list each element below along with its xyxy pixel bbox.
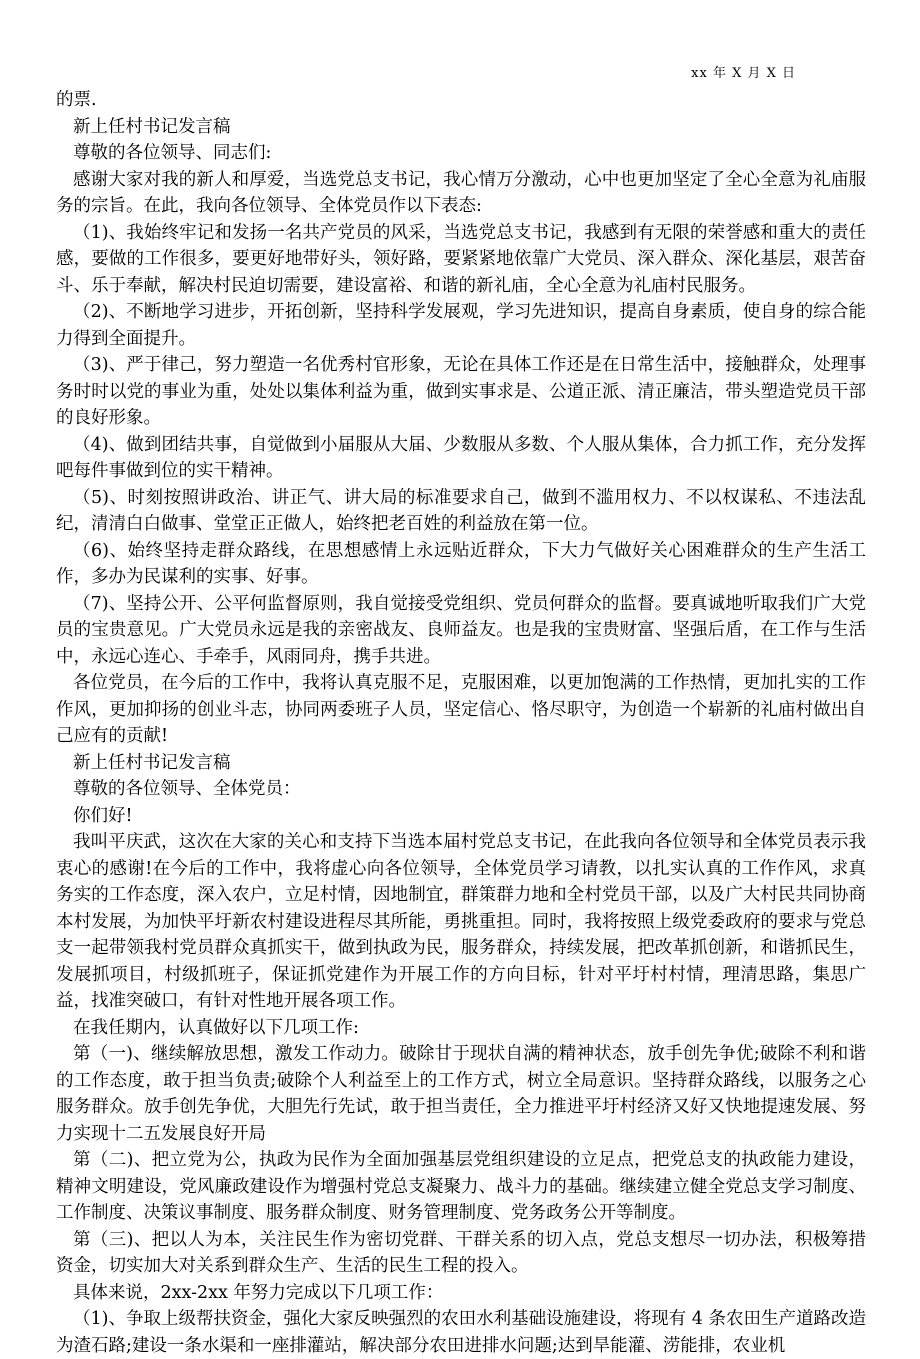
list-item: （7)、坚持公开、公平何监督原则，我自觉接受党组织、党员何群众的监督。要真诚地听取我们广大党员的宝贵意见。广大党员永远是我的亲密战友、良师益友。也是我的宝贵财富、坚强后盾，在工作与生活中，永远心连心、手牵手，风雨同舟，携手共进。 (56, 593, 866, 667)
list-item: 第（二)、把立党为公，执政为民作为全面加强基层党组织建设的立足点，把党总支的执政能力建设，精神文明建设，党风廉政建设作为增强村党总支凝聚力、战斗力的基础。继续建立健全党总支学习制度、工作制度、决策议事制度、服务群众制度、财务管理制度、党务政务公开等制度。 (56, 1150, 866, 1223)
list-item: （1)、我始终牢记和发扬一名共产党员的风采，当选党总支书记，我感到有无限的荣誉感和重大的责任感，要做的工作很多，要更好地带好头，领好路，要紧紧地依靠广大党员、深入群众、深化基层，艰苦奋斗、乐于奉献，解决村民迫切需要，建设富裕、和谐的新礼庙，全心全意为礼庙村民服务。 (56, 222, 866, 296)
salutation: 尊敬的各位领导、同志们: (73, 143, 272, 163)
header-date: xx 年 X 月 X 日 (691, 66, 796, 81)
section-title: 新上任村书记发言稿 (73, 752, 231, 773)
list-item: （3)、严于律己，努力塑造一名优秀村官形象，无论在具体工作还是在日常生活中，接触群众，处理事务时时以党的事业为重，处处以集体利益为重，做到实事求是、公道正派、清正廉洁，带头塑造党员干部的良好形象。 (56, 355, 866, 428)
paragraph: 各位党员，在今后的工作中，我将认真克服不足，克服困难，以更加饱满的工作热情，更加扎实的工作作风，更加抑扬的创业斗志，协同两委班子人员，坚定信心、恪尽职守，为创造一个崭新的礼庙村做出自己应有的贡献! (56, 673, 866, 746)
salutation: 尊敬的各位领导、全体党员： (73, 779, 301, 799)
section-title: 新上任村书记发言稿 (73, 116, 231, 137)
list-item: （1)、争取上级帮扶资金，强化大家反映强烈的农田水利基础设施建设，将现有 4 条农田生产道路改造为渣石路;建设一条水渠和一座排灌站，解决部分农田进排水问题;达到旱能灌、涝能排，农业机 (56, 1309, 866, 1356)
greeting: 你们好! (73, 805, 133, 826)
list-item: 第（三)、把以人为本，关注民生作为密切党群、干群关系的切入点，党总支想尽一切办法，积极筹措资金，切实加大对关系到群众生产、生活的民生工程的投入。 (56, 1229, 866, 1276)
list-item: 第（一)、继续解放思想，激发工作动力。破除甘于现状自满的精神状态，放手创先争优;破除不利和谐的工作态度，敢于担当负责;破除个人利益至上的工作方式，树立全局意识。坚持群众路线，以服务之心服务群众。放手创先争优，大胆先行先试，敢于担当责任，全力推进平圩村经济又好又快地提速发展、努力实现十二五发展良好开局 (56, 1044, 866, 1144)
list-item: （4)、做到团结共事，自觉做到小届服从大届、少数服从多数、个人服从集体，合力抓工作，充分发挥吧每件事做到位的实干精神。 (56, 434, 866, 481)
list-item: （2)、不断地学习进步，开拓创新，坚持科学发展观，学习先进知识，提高自身素质，使自身的综合能力得到全面提升。 (56, 302, 866, 349)
paragraph: 具体来说，2xx-2xx 年努力完成以下几项工作： (73, 1282, 444, 1303)
paragraph: 我叫平庆武，这次在大家的关心和支持下当选本届村党总支书记，在此我向各位领导和全体党员表示我衷心的感谢!在今后的工作中，我将虚心向各位领导，全体党员学习请教，以扎实认真的工作作风，求真务实的工作态度，深入农户，立足村情，因地制宜，群策群力地和全村党员干部，以及广大村民共同协商本村发展，为加快平圩新农村建设进程尽其所能，勇挑重担。同时，我将按照上级党委政府的要求与党总支一起带领我村党员群众真抓实干，做到执政为民，服务群众，持续发展，把改革抓创新，和谐抓民生，发展抓项目，村级抓班子，保证抓党建作为开展工作的方向目标，针对平圩村村情，理清思路，集思广益，找准突破口，有针对性地开展各项工作。 (56, 832, 866, 1011)
document-body (56, 87, 866, 1359)
list-item: （5)、时刻按照讲政治、讲正气、讲大局的标准要求自己，做到不滥用权力、不以权谋私、不违法乱纪，清清白白做事、堂堂正正做人，始终把老百姓的利益放在第一位。 (56, 487, 866, 534)
list-item: （6)、始终坚持走群众路线，在思想感情上永远贴近群众，下大力气做好关心困难群众的生产生活工作，多办为民谋利的实事、好事。 (56, 540, 866, 587)
paragraph-continuation: 的票. (56, 90, 97, 110)
paragraph: 感谢大家对我的新人和厚爱，当选党总支书记，我心情万分激动，心中也更加坚定了全心全意为礼庙服务的宗旨。在此，我向各位领导、全体党员作以下表态: (56, 169, 866, 216)
paragraph: 在我任期内，认真做好以下几项工作: (73, 1017, 359, 1038)
